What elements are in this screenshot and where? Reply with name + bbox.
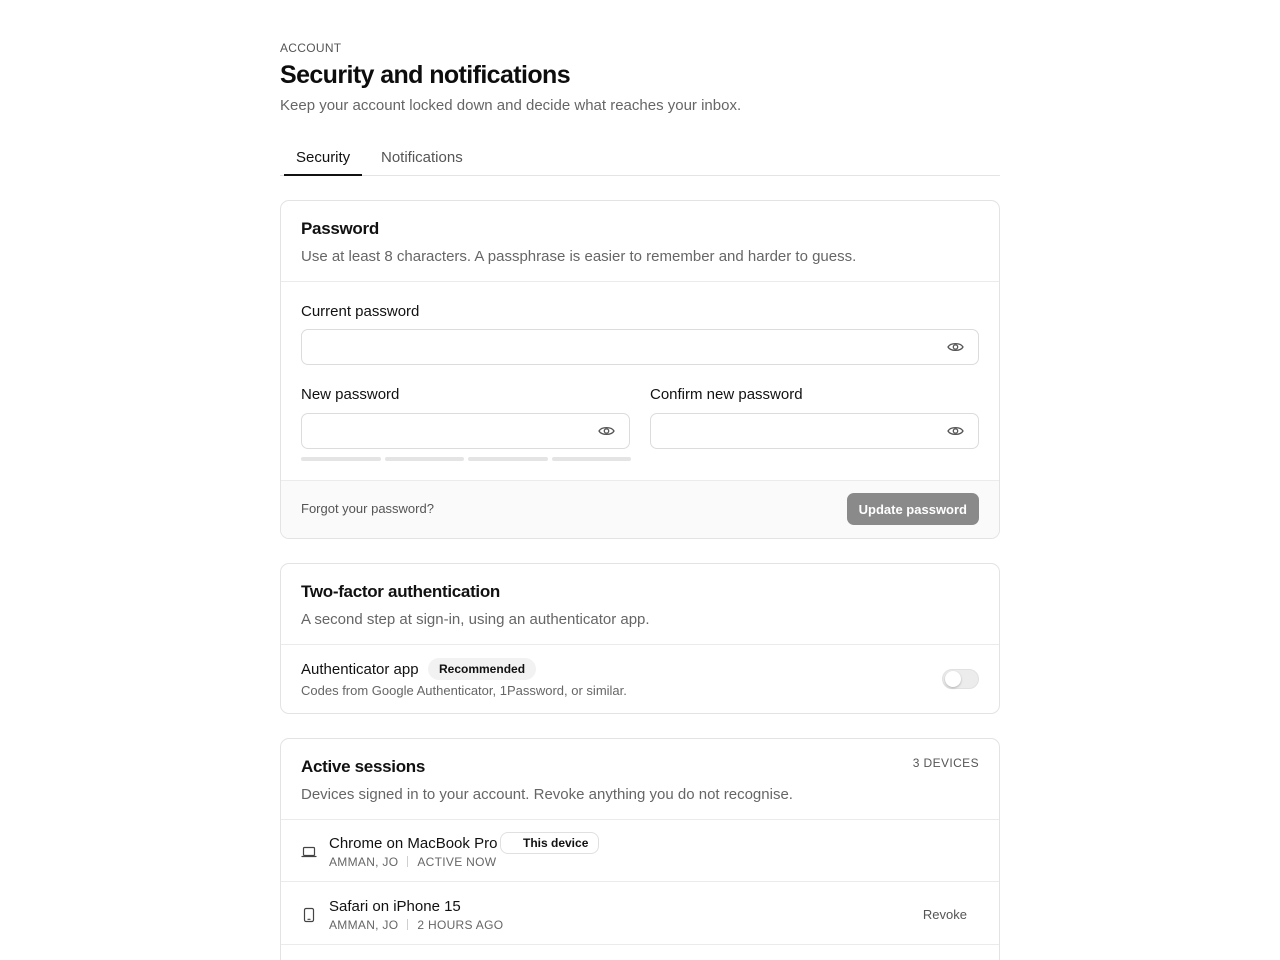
meta-divider (407, 856, 408, 867)
this-device-badge: This device (500, 832, 599, 854)
authenticator-app-toggle[interactable] (942, 669, 979, 689)
session-row (281, 883, 999, 945)
sessions-card-title: Active sessions (301, 757, 426, 776)
tab-security[interactable]: Security (284, 140, 362, 176)
strength-segment (385, 457, 465, 461)
eye-icon[interactable] (598, 424, 615, 438)
password-card-description: Use at least 8 characters. A passphrase is easier to remember and harder to guess. (301, 248, 857, 265)
section-eyebrow: ACCOUNT (280, 41, 342, 55)
meta-divider (407, 919, 408, 930)
password-card-footer (281, 480, 999, 538)
laptop-icon (301, 844, 317, 860)
strength-segment (552, 457, 632, 461)
phone-icon (301, 907, 317, 923)
tab-notifications[interactable]: Notifications (381, 149, 463, 166)
new-password-label: New password (301, 386, 400, 403)
confirm-password-label: Confirm new password (650, 386, 803, 403)
recommended-badge: Recommended (428, 658, 536, 680)
tab-bar (280, 140, 1000, 176)
session-status: 2 HOURS AGO (417, 918, 504, 932)
session-device-name: Chrome on MacBook Pro (329, 835, 498, 852)
current-password-field (301, 329, 979, 365)
password-strength-meter (301, 457, 631, 461)
confirm-password-field (650, 413, 979, 449)
current-password-input[interactable] (302, 330, 978, 364)
active-sessions-card (280, 738, 1000, 960)
current-password-label: Current password (301, 303, 420, 320)
sessions-card-header (281, 739, 999, 820)
session-location: AMMAN, JO (329, 855, 399, 869)
two-factor-card-header (281, 564, 999, 645)
password-card-title: Password (301, 219, 379, 238)
two-factor-card (280, 563, 1000, 714)
device-count: 3 DEVICES (912, 756, 979, 770)
page-subtitle: Keep your account locked down and decide what reaches your inbox. (280, 97, 742, 114)
password-card-header (281, 201, 999, 282)
new-password-input[interactable] (302, 414, 629, 448)
sessions-card-description: Devices signed in to your account. Revoke anything you do not recognise. (301, 786, 793, 803)
revoke-session-button[interactable]: Revoke (911, 903, 979, 925)
strength-segment (468, 457, 548, 461)
eye-icon[interactable] (947, 424, 964, 438)
session-meta (329, 855, 496, 869)
session-meta (329, 918, 503, 932)
update-password-button[interactable]: Update password (847, 493, 979, 525)
session-location: AMMAN, JO (329, 918, 399, 932)
authenticator-app-label: Authenticator app (301, 661, 419, 678)
session-row (281, 820, 999, 882)
strength-segment (301, 457, 381, 461)
session-device-name: Safari on iPhone 15 (329, 898, 461, 915)
new-password-field (301, 413, 630, 449)
page-title: Security and notifications (280, 61, 571, 89)
confirm-password-input[interactable] (651, 414, 978, 448)
two-factor-card-title: Two-factor authentication (301, 582, 501, 601)
eye-icon[interactable] (947, 340, 964, 354)
password-card (280, 200, 1000, 539)
forgot-password-link[interactable]: Forgot your password? (301, 501, 434, 516)
authenticator-app-description: Codes from Google Authenticator, 1Password, or similar. (301, 683, 627, 698)
session-status: ACTIVE NOW (417, 855, 497, 869)
two-factor-card-description: A second step at sign-in, using an authenticator app. (301, 611, 650, 628)
